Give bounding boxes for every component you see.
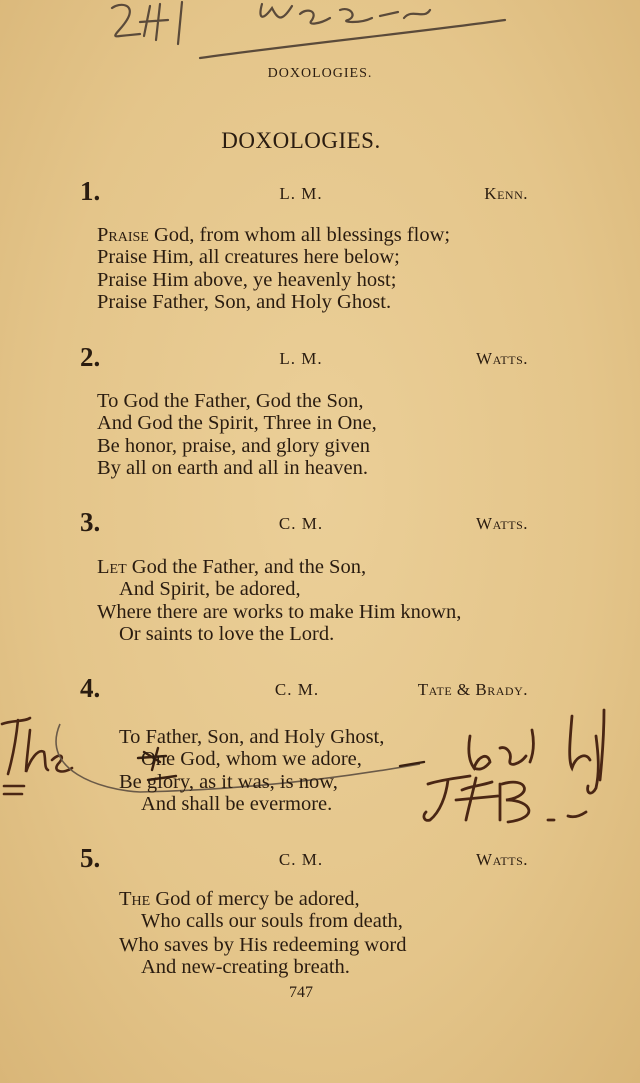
- doxology-number: 1.: [80, 176, 101, 206]
- verse-line: And shall be evermore.: [141, 793, 333, 815]
- verse-line: Praise Him, all creatures here below;: [97, 246, 400, 268]
- doxology-number: 5.: [80, 843, 101, 873]
- verse-line: Who calls our souls from death,: [141, 910, 403, 932]
- verse-line: Praise Father, Son, and Holy Ghost.: [97, 291, 392, 313]
- doxology-meter: L. M.: [279, 184, 323, 203]
- verse-line: To Father, Son, and Holy Ghost,: [119, 726, 385, 748]
- doxology-author: Watts.: [476, 850, 528, 869]
- verse-line: Be honor, praise, and glory given: [97, 435, 371, 457]
- verse-line: Who saves by His redeeming word: [119, 934, 407, 956]
- doxology-author: Watts.: [476, 349, 528, 368]
- doxology-author: Kenn.: [484, 184, 528, 203]
- verse-line: And God the Spirit, Three in One,: [97, 412, 377, 434]
- verse-line: Praise God, from whom all blessings flow;: [97, 224, 451, 246]
- verse-line: By all on earth and all in heaven.: [97, 457, 368, 479]
- doxology-number: 3.: [80, 507, 101, 537]
- doxology-number: 2.: [80, 342, 101, 372]
- page-number: 747: [289, 984, 313, 1001]
- verse-line: Where there are works to make Him known,: [97, 601, 462, 623]
- doxology-meter: C. M.: [278, 514, 324, 533]
- verse-line: Be glory, as it was, is now,: [119, 771, 338, 793]
- doxology-meter: C. M.: [274, 680, 320, 699]
- doxology-author: Watts.: [476, 514, 528, 533]
- running-head: DOXOLOGIES.: [267, 66, 373, 81]
- verse-line: Or saints to love the Lord.: [119, 623, 335, 645]
- verse-line: One God, whom we adore,: [141, 748, 362, 770]
- handwritten-the: [2, 718, 72, 794]
- verse-line: Let God the Father, and the Son,: [97, 556, 367, 578]
- doxology-author: Tate & Brady.: [417, 680, 528, 699]
- doxology-number: 4.: [80, 673, 101, 703]
- verse-line: To God the Father, God the Son,: [97, 390, 364, 412]
- pencil-scrawl-top: [112, 2, 505, 58]
- verse-line: The God of mercy be adored,: [119, 888, 360, 910]
- doxology-meter: C. M.: [278, 850, 324, 869]
- doxology-meter: L. M.: [279, 349, 323, 368]
- verse-line: Praise Him above, ye heavenly host;: [97, 269, 397, 291]
- page-title: DOXOLOGIES.: [221, 128, 381, 153]
- handwritten-initials: [424, 710, 604, 822]
- verse-line: And Spirit, be adored,: [119, 578, 301, 600]
- verse-line: And new-creating breath.: [141, 956, 350, 978]
